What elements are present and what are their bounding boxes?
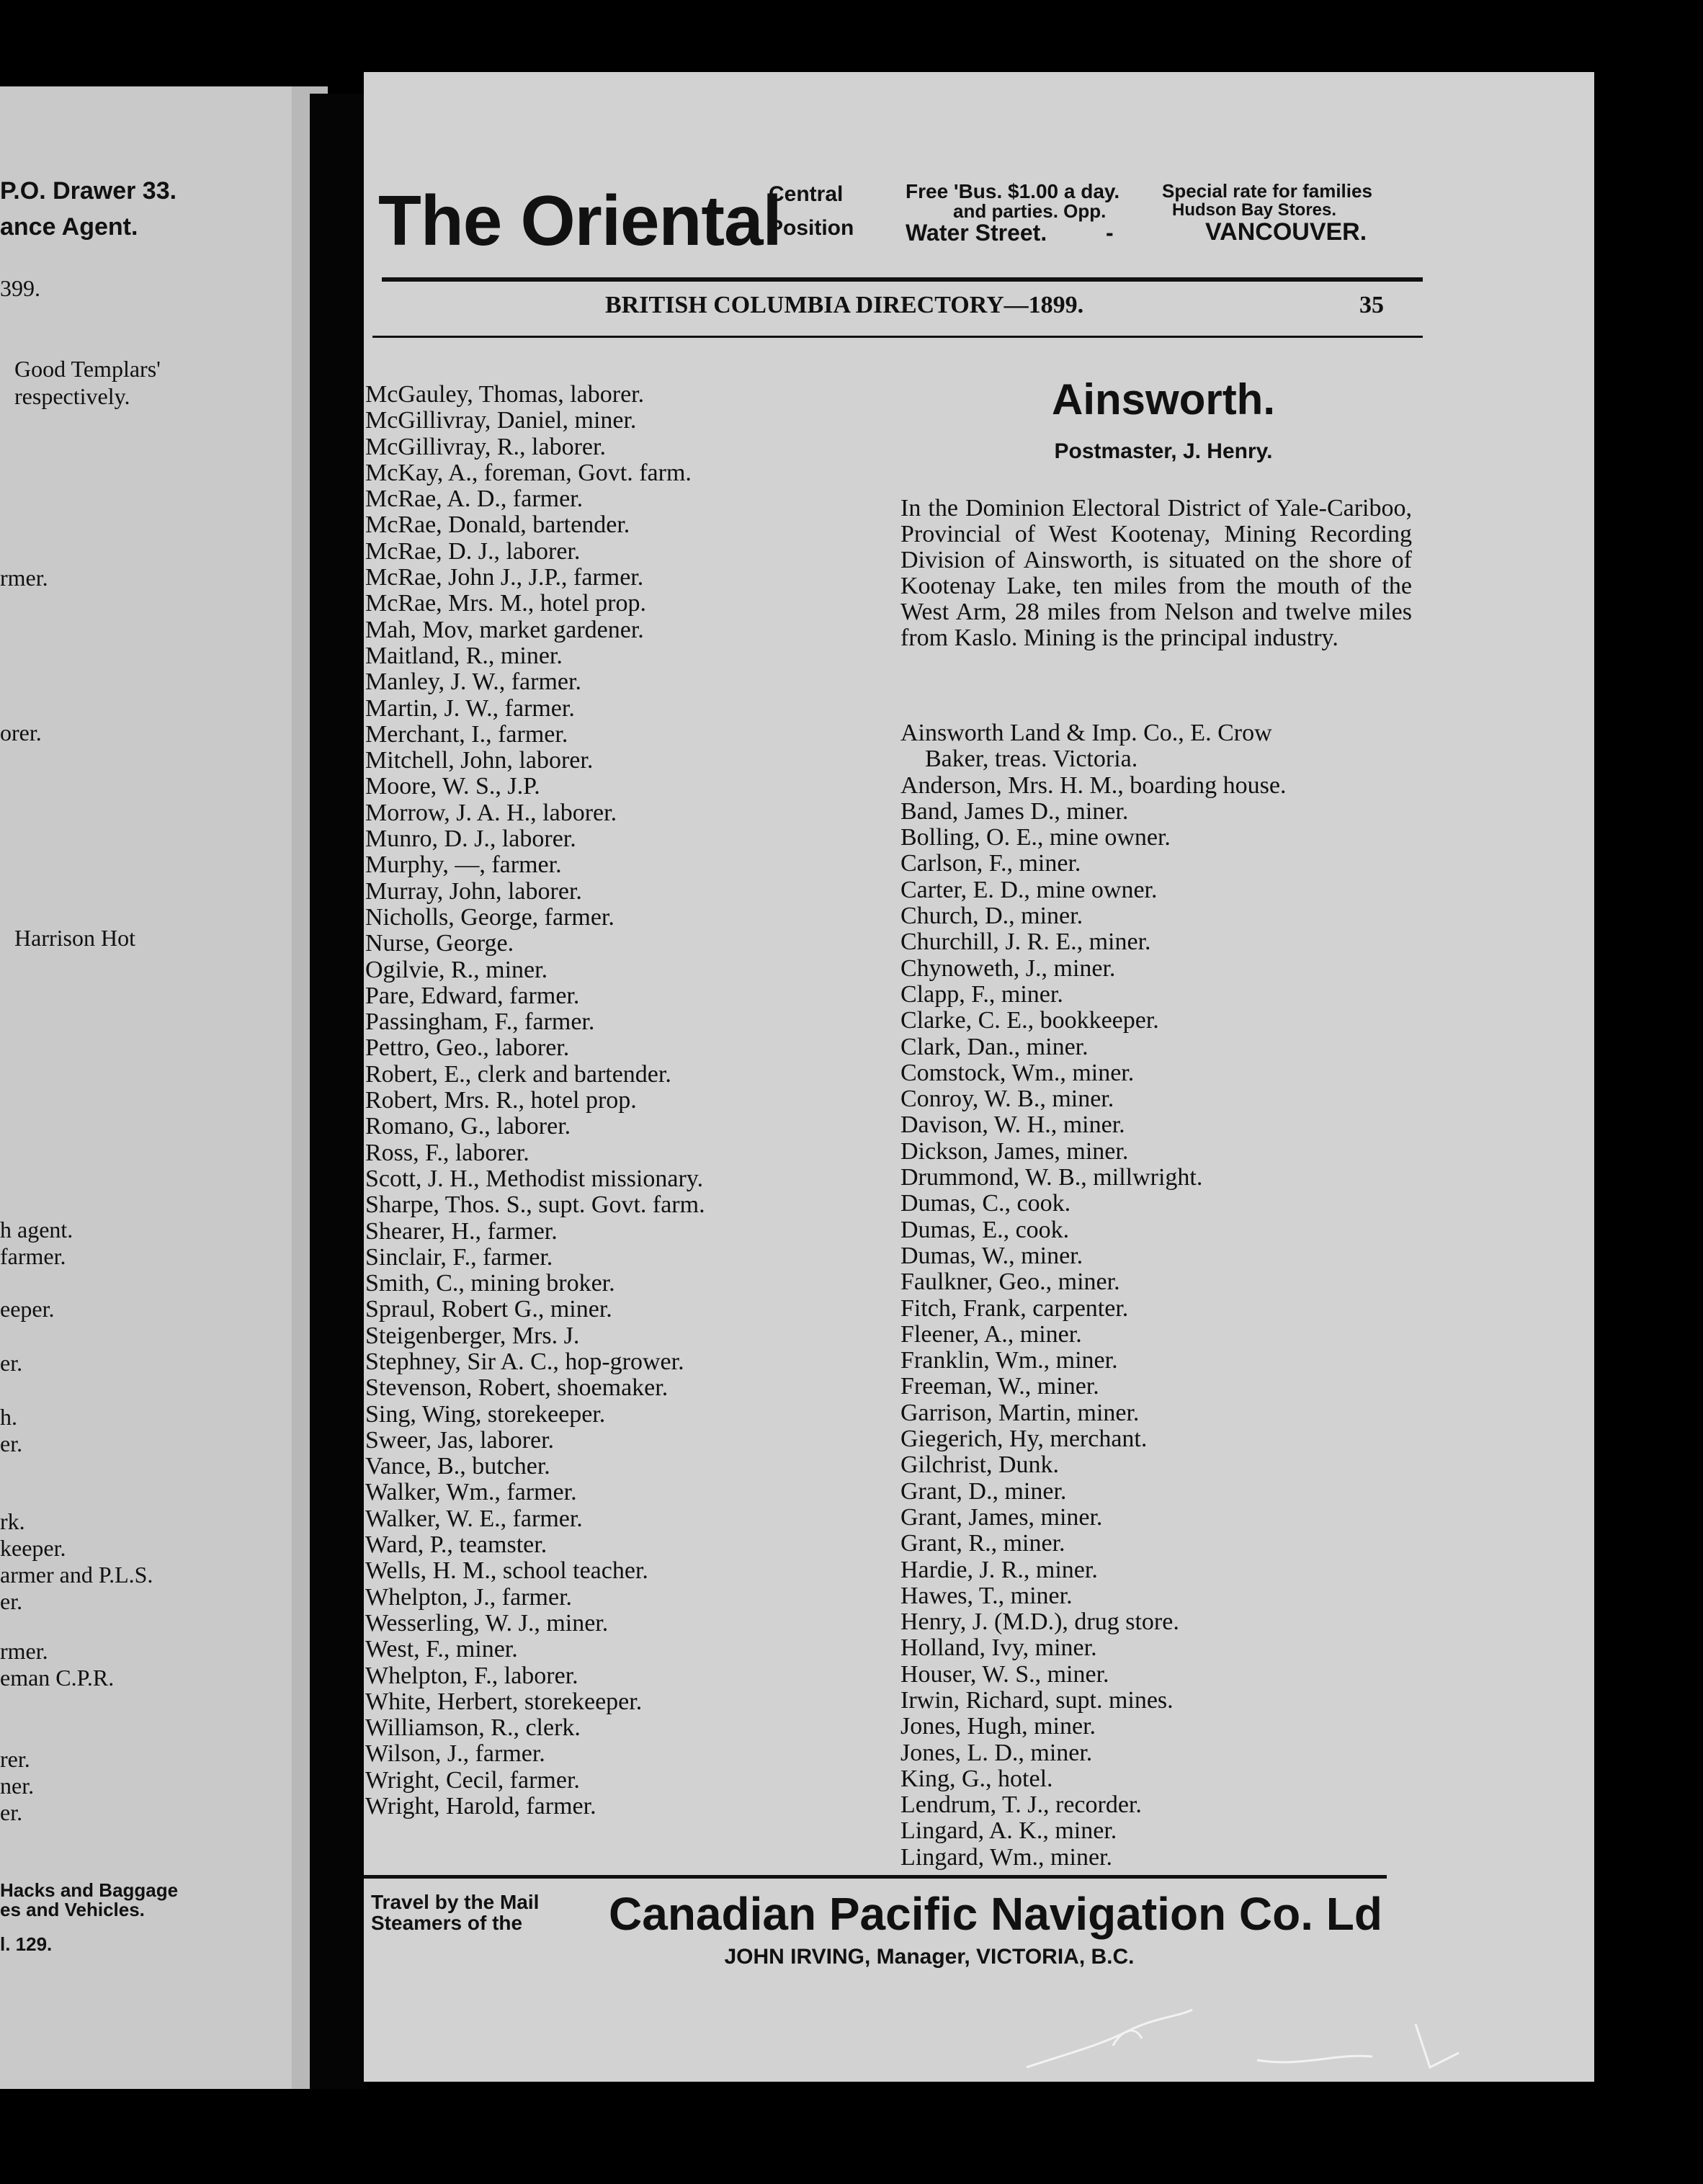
left-page-line: rk. (0, 1508, 25, 1534)
directory-entry: Dumas, W., miner. (900, 1243, 1083, 1269)
directory-entry: Clapp, F., miner. (900, 981, 1063, 1008)
ad-travel-line2: Steamers of the (371, 1912, 523, 1934)
directory-entry: Grant, R., miner. (900, 1531, 1065, 1557)
ad-company-name: Canadian Pacific Navigation Co. Ld (609, 1888, 1382, 1940)
left-page-line: 399. (0, 275, 40, 301)
entries-column-right (900, 720, 1286, 1871)
directory-entry: McGillivray, Daniel, miner. (365, 408, 637, 434)
directory-entry: Shearer, H., farmer. (365, 1218, 558, 1245)
directory-entry: Ainsworth Land & Imp. Co., E. Crow (900, 720, 1272, 746)
bottom-ad-rule (364, 1875, 1387, 1879)
directory-entry: Mah, Mov, market gardener. (365, 617, 644, 643)
directory-entry: Lingard, A. K., miner. (900, 1818, 1117, 1845)
left-page-line: rmer. (0, 1638, 48, 1664)
left-page-line: orer. (0, 720, 42, 746)
directory-entry: Whelpton, F., laborer. (365, 1662, 578, 1689)
header-rule (372, 336, 1423, 338)
directory-entry: Murphy, —, farmer. (365, 852, 562, 879)
running-header-title: BRITISH COLUMBIA DIRECTORY—1899. (605, 292, 1084, 318)
scratch-marks (1012, 2002, 1588, 2075)
left-page-line: eeper. (0, 1296, 55, 1322)
directory-entry: Chynoweth, J., miner. (900, 955, 1116, 982)
left-page-line: er. (0, 1350, 23, 1376)
directory-entry: Comstock, Wm., miner. (900, 1060, 1135, 1086)
directory-entry: Mitchell, John, laborer. (365, 748, 594, 774)
directory-entry: Fleener, A., miner. (900, 1321, 1082, 1348)
directory-entry: Spraul, Robert G., miner. (365, 1297, 612, 1323)
directory-entry: White, Herbert, storekeeper. (365, 1688, 643, 1715)
directory-entry: Robert, E., clerk and bartender. (365, 1061, 671, 1088)
directory-entry: Smith, C., mining broker. (365, 1271, 615, 1297)
directory-entry: Vance, B., butcher. (365, 1454, 550, 1480)
directory-entry: Murray, John, laborer. (365, 878, 582, 905)
directory-entry: Pare, Edward, farmer. (365, 983, 580, 1009)
ad-position: Position (769, 216, 854, 240)
directory-entry: Houser, W. S., miner. (900, 1661, 1109, 1688)
directory-entry: Irwin, Richard, supt. mines. (900, 1687, 1174, 1714)
directory-entry: Morrow, J. A. H., laborer. (365, 800, 617, 826)
left-page-line: er. (0, 1431, 23, 1456)
left-page-line: er. (0, 1588, 23, 1614)
left-page-line: ance Agent. (0, 213, 138, 241)
directory-entry: McGauley, Thomas, laborer. (365, 382, 645, 408)
directory-entry: Franklin, Wm., miner. (900, 1348, 1118, 1374)
directory-entry: Maitland, R., miner. (365, 643, 563, 669)
ad-water-street: Water Street. (906, 220, 1047, 246)
section-heading-ainsworth: Ainsworth. (1052, 375, 1275, 424)
directory-entry: McRae, Donald, bartender. (365, 512, 630, 539)
directory-entry: Moore, W. S., J.P. (365, 774, 540, 800)
directory-entry: Gilchrist, Dunk. (900, 1452, 1060, 1479)
directory-page (364, 72, 1594, 2082)
directory-entry: Church, D., miner. (900, 903, 1083, 930)
directory-entry: Wilson, J., farmer. (365, 1741, 545, 1768)
left-page-line: eman C.P.R. (0, 1665, 115, 1691)
directory-entry: McRae, A. D., farmer. (365, 486, 584, 513)
directory-entry: Williamson, R., clerk. (365, 1715, 581, 1742)
directory-entry: Fitch, Frank, carpenter. (900, 1295, 1129, 1322)
left-page-line: l. 129. (0, 1933, 53, 1955)
directory-entry: Wells, H. M., school teacher. (365, 1558, 648, 1585)
directory-entry: Lendrum, T. J., recorder. (900, 1792, 1142, 1819)
directory-entry: Drummond, W. B., millwright. (900, 1165, 1203, 1191)
left-page-line: Hacks and Baggage (0, 1879, 179, 1901)
directory-entry: Robert, Mrs. R., hotel prop. (365, 1088, 637, 1114)
directory-entry: Dickson, James, miner. (900, 1138, 1129, 1165)
directory-entry: Martin, J. W., farmer. (365, 695, 575, 722)
left-page-line: farmer. (0, 1243, 66, 1269)
directory-entry: Passingham, F., farmer. (365, 1009, 595, 1036)
directory-entry: Nicholls, George, farmer. (365, 904, 614, 931)
ad-and-parties: and parties. Opp. (953, 200, 1107, 222)
left-page-line: armer and P.L.S. (0, 1562, 153, 1588)
directory-entry: Sharpe, Thos. S., supt. Govt. farm. (365, 1192, 705, 1219)
left-facing-page (0, 86, 303, 2089)
left-page-line: er. (0, 1799, 23, 1825)
left-page-line: Harrison Hot (14, 925, 135, 951)
directory-entry: Lingard, Wm., miner. (900, 1844, 1112, 1871)
directory-entry: Scott, J. H., Methodist missionary. (365, 1165, 704, 1192)
directory-entry: McRae, Mrs. M., hotel prop. (365, 591, 647, 617)
directory-entry: Steigenberger, Mrs. J. (365, 1323, 580, 1349)
ad-special-rate: Special rate for families (1162, 180, 1372, 202)
directory-entry: Anderson, Mrs. H. M., boarding house. (900, 772, 1287, 799)
ad-dash: - (1106, 220, 1114, 246)
directory-entry: Ward, P., teamster. (365, 1532, 547, 1559)
directory-entry: Ross, F., laborer. (365, 1140, 529, 1166)
left-page-line: keeper. (0, 1535, 66, 1561)
left-page-line: respectively. (14, 383, 130, 409)
directory-entry: Sweer, Jas, laborer. (365, 1427, 555, 1454)
directory-entry: King, G., hotel. (900, 1765, 1053, 1792)
directory-entry: Bolling, O. E., mine owner. (900, 825, 1171, 851)
directory-entry: Walker, W. E., farmer. (365, 1505, 583, 1532)
directory-entry: Nurse, George. (365, 931, 514, 957)
directory-entry: Munro, D. J., laborer. (365, 826, 576, 853)
postmaster-line: Postmaster, J. Henry. (1054, 439, 1273, 463)
ad-vancouver: VANCOUVER. (1205, 218, 1367, 246)
directory-entry: Wright, Harold, farmer. (365, 1794, 596, 1820)
left-page-line: rmer. (0, 565, 48, 591)
page-number: 35 (1359, 292, 1384, 318)
directory-entry: Giegerich, Hy, merchant. (900, 1426, 1148, 1453)
directory-entry: Churchill, J. R. E., miner. (900, 929, 1151, 956)
ad-hudson-bay: Hudson Bay Stores. (1172, 200, 1337, 220)
directory-entry: Sinclair, F., farmer. (365, 1244, 553, 1271)
left-page-line: P.O. Drawer 33. (0, 177, 177, 205)
directory-entry: Carter, E. D., mine owner. (900, 877, 1158, 903)
directory-entry: Walker, Wm., farmer. (365, 1480, 577, 1506)
ainsworth-description: In the Dominion Electoral District of Yale-Cariboo, Provincial of West Kootenay, Mining Recording Division of Ainsworth, is situated on the shore of Kootenay Lake, ten miles from the mouth of the West Arm, 28 miles from Nelson and twelve miles from Kaslo. Mining is the principal industry. (900, 495, 1412, 651)
left-page-line: Good Templars' (14, 356, 161, 382)
directory-entry: Davison, W. H., miner. (900, 1112, 1125, 1139)
page-gutter-shadow (310, 94, 367, 2089)
ad-central: Central (769, 182, 844, 206)
directory-entry: Wright, Cecil, farmer. (365, 1767, 580, 1794)
ad-free-bus: Free 'Bus. $1.00 a day. (906, 180, 1120, 202)
directory-entry: Pettro, Geo., laborer. (365, 1035, 570, 1062)
oriental-hotel-name: The Oriental (378, 181, 782, 260)
directory-entry: Clarke, C. E., bookkeeper. (900, 1008, 1159, 1034)
directory-entry: Holland, Ivy, miner. (900, 1635, 1097, 1662)
left-page-line: h agent. (0, 1217, 73, 1243)
left-page-line: rer. (0, 1746, 30, 1772)
directory-entry: Grant, James, miner. (900, 1504, 1103, 1531)
directory-entry: Romano, G., laborer. (365, 1114, 571, 1140)
directory-entry: Manley, J. W., farmer. (365, 669, 581, 696)
left-page-line: es and Vehicles. (0, 1899, 145, 1920)
directory-entry: Hawes, T., miner. (900, 1583, 1073, 1609)
directory-entry: Band, James D., miner. (900, 798, 1129, 825)
entries-column-left (365, 382, 705, 1820)
directory-entry: McRae, John J., J.P., farmer. (365, 565, 644, 591)
directory-entry: Garrison, Martin, miner. (900, 1400, 1140, 1426)
directory-entry: McKay, A., foreman, Govt. farm. (365, 460, 692, 486)
directory-entry: Carlson, F., miner. (900, 851, 1081, 877)
directory-entry: West, F., miner. (365, 1637, 518, 1663)
directory-entry: Merchant, I., farmer. (365, 721, 568, 748)
directory-entry: Grant, D., miner. (900, 1478, 1067, 1505)
directory-entry: Freeman, W., miner. (900, 1374, 1099, 1400)
directory-entry: Stephney, Sir A. C., hop-grower. (365, 1348, 684, 1375)
left-page-line: h. (0, 1404, 17, 1430)
directory-entry: Jones, Hugh, miner. (900, 1714, 1096, 1740)
directory-entry: Whelpton, J., farmer. (365, 1584, 573, 1611)
directory-entry: Henry, J. (M.D.), drug store. (900, 1609, 1179, 1636)
directory-entry: McGillivray, R., laborer. (365, 434, 606, 460)
directory-entry: Dumas, C., cook. (900, 1191, 1071, 1217)
directory-entry: Hardie, J. R., miner. (900, 1557, 1098, 1583)
directory-entry: Baker, treas. Victoria. (925, 746, 1138, 773)
directory-entry: Clark, Dan., miner. (900, 1034, 1089, 1060)
directory-entry: Jones, L. D., miner. (900, 1740, 1093, 1766)
directory-entry: Conroy, W. B., miner. (900, 1086, 1114, 1113)
ad-manager: JOHN IRVING, Manager, VICTORIA, B.C. (724, 1945, 1135, 1969)
directory-entry: Wesserling, W. J., miner. (365, 1610, 609, 1637)
ad-travel-line1: Travel by the Mail (371, 1891, 540, 1913)
directory-entry: Faulkner, Geo., miner. (900, 1269, 1120, 1296)
top-ad-rule (382, 277, 1423, 282)
directory-entry: Dumas, E., cook. (900, 1217, 1070, 1243)
directory-entry: Stevenson, Robert, shoemaker. (365, 1375, 669, 1402)
directory-entry: McRae, D. J., laborer. (365, 538, 581, 565)
directory-entry: Sing, Wing, storekeeper. (365, 1401, 606, 1428)
directory-entry: Ogilvie, R., miner. (365, 957, 548, 983)
left-page-line: ner. (0, 1773, 35, 1799)
